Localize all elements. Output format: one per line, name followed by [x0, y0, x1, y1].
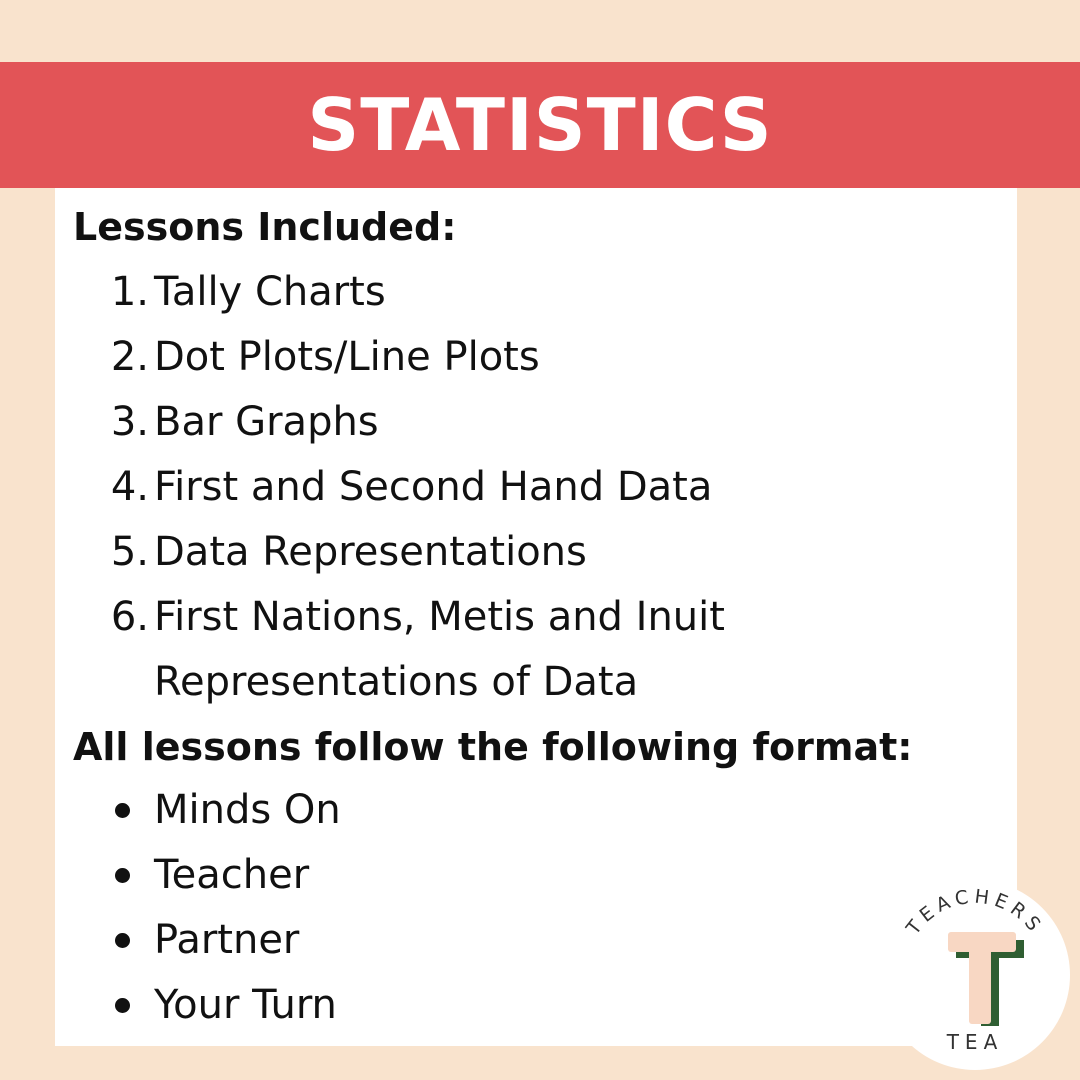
- lessons-heading: Lessons Included:: [73, 205, 457, 249]
- format-step: Your Turn: [154, 982, 337, 1028]
- lesson-title: First and Second Hand Data: [154, 464, 713, 510]
- format-step: Minds On: [154, 787, 341, 833]
- lesson-title: Dot Plots/Line Plots: [154, 334, 540, 380]
- lesson-title: First Nations, Metis and Inuit: [154, 594, 725, 640]
- page-title: STATISTICS: [307, 83, 773, 167]
- teachers-tea-logo: [880, 880, 1070, 1070]
- format-step: Partner: [154, 917, 300, 963]
- lesson-number: 3.: [110, 399, 149, 445]
- lesson-number: 4.: [110, 464, 149, 510]
- bullet-icon: [115, 933, 130, 948]
- format-step: Teacher: [154, 852, 310, 898]
- bullet-icon: [115, 998, 130, 1013]
- bullet-icon: [115, 868, 130, 883]
- logo-bottom-word: TEA: [946, 1030, 1004, 1054]
- lesson-title: Tally Charts: [154, 269, 386, 315]
- lesson-title: Bar Graphs: [154, 399, 379, 445]
- title-banner: [0, 62, 1080, 188]
- lesson-number: 5.: [110, 529, 149, 575]
- lesson-title: Data Representations: [154, 529, 587, 575]
- lesson-number: 2.: [110, 334, 149, 380]
- bullet-icon: [115, 803, 130, 818]
- lesson-title-continued: Representations of Data: [154, 659, 639, 705]
- logo-t-stem: [969, 932, 991, 1024]
- lesson-number: 6.: [110, 594, 149, 640]
- lesson-number: 1.: [110, 269, 149, 315]
- format-heading: All lessons follow the following format:: [73, 725, 913, 769]
- logo-top-word: TEACHERS: [902, 885, 1048, 939]
